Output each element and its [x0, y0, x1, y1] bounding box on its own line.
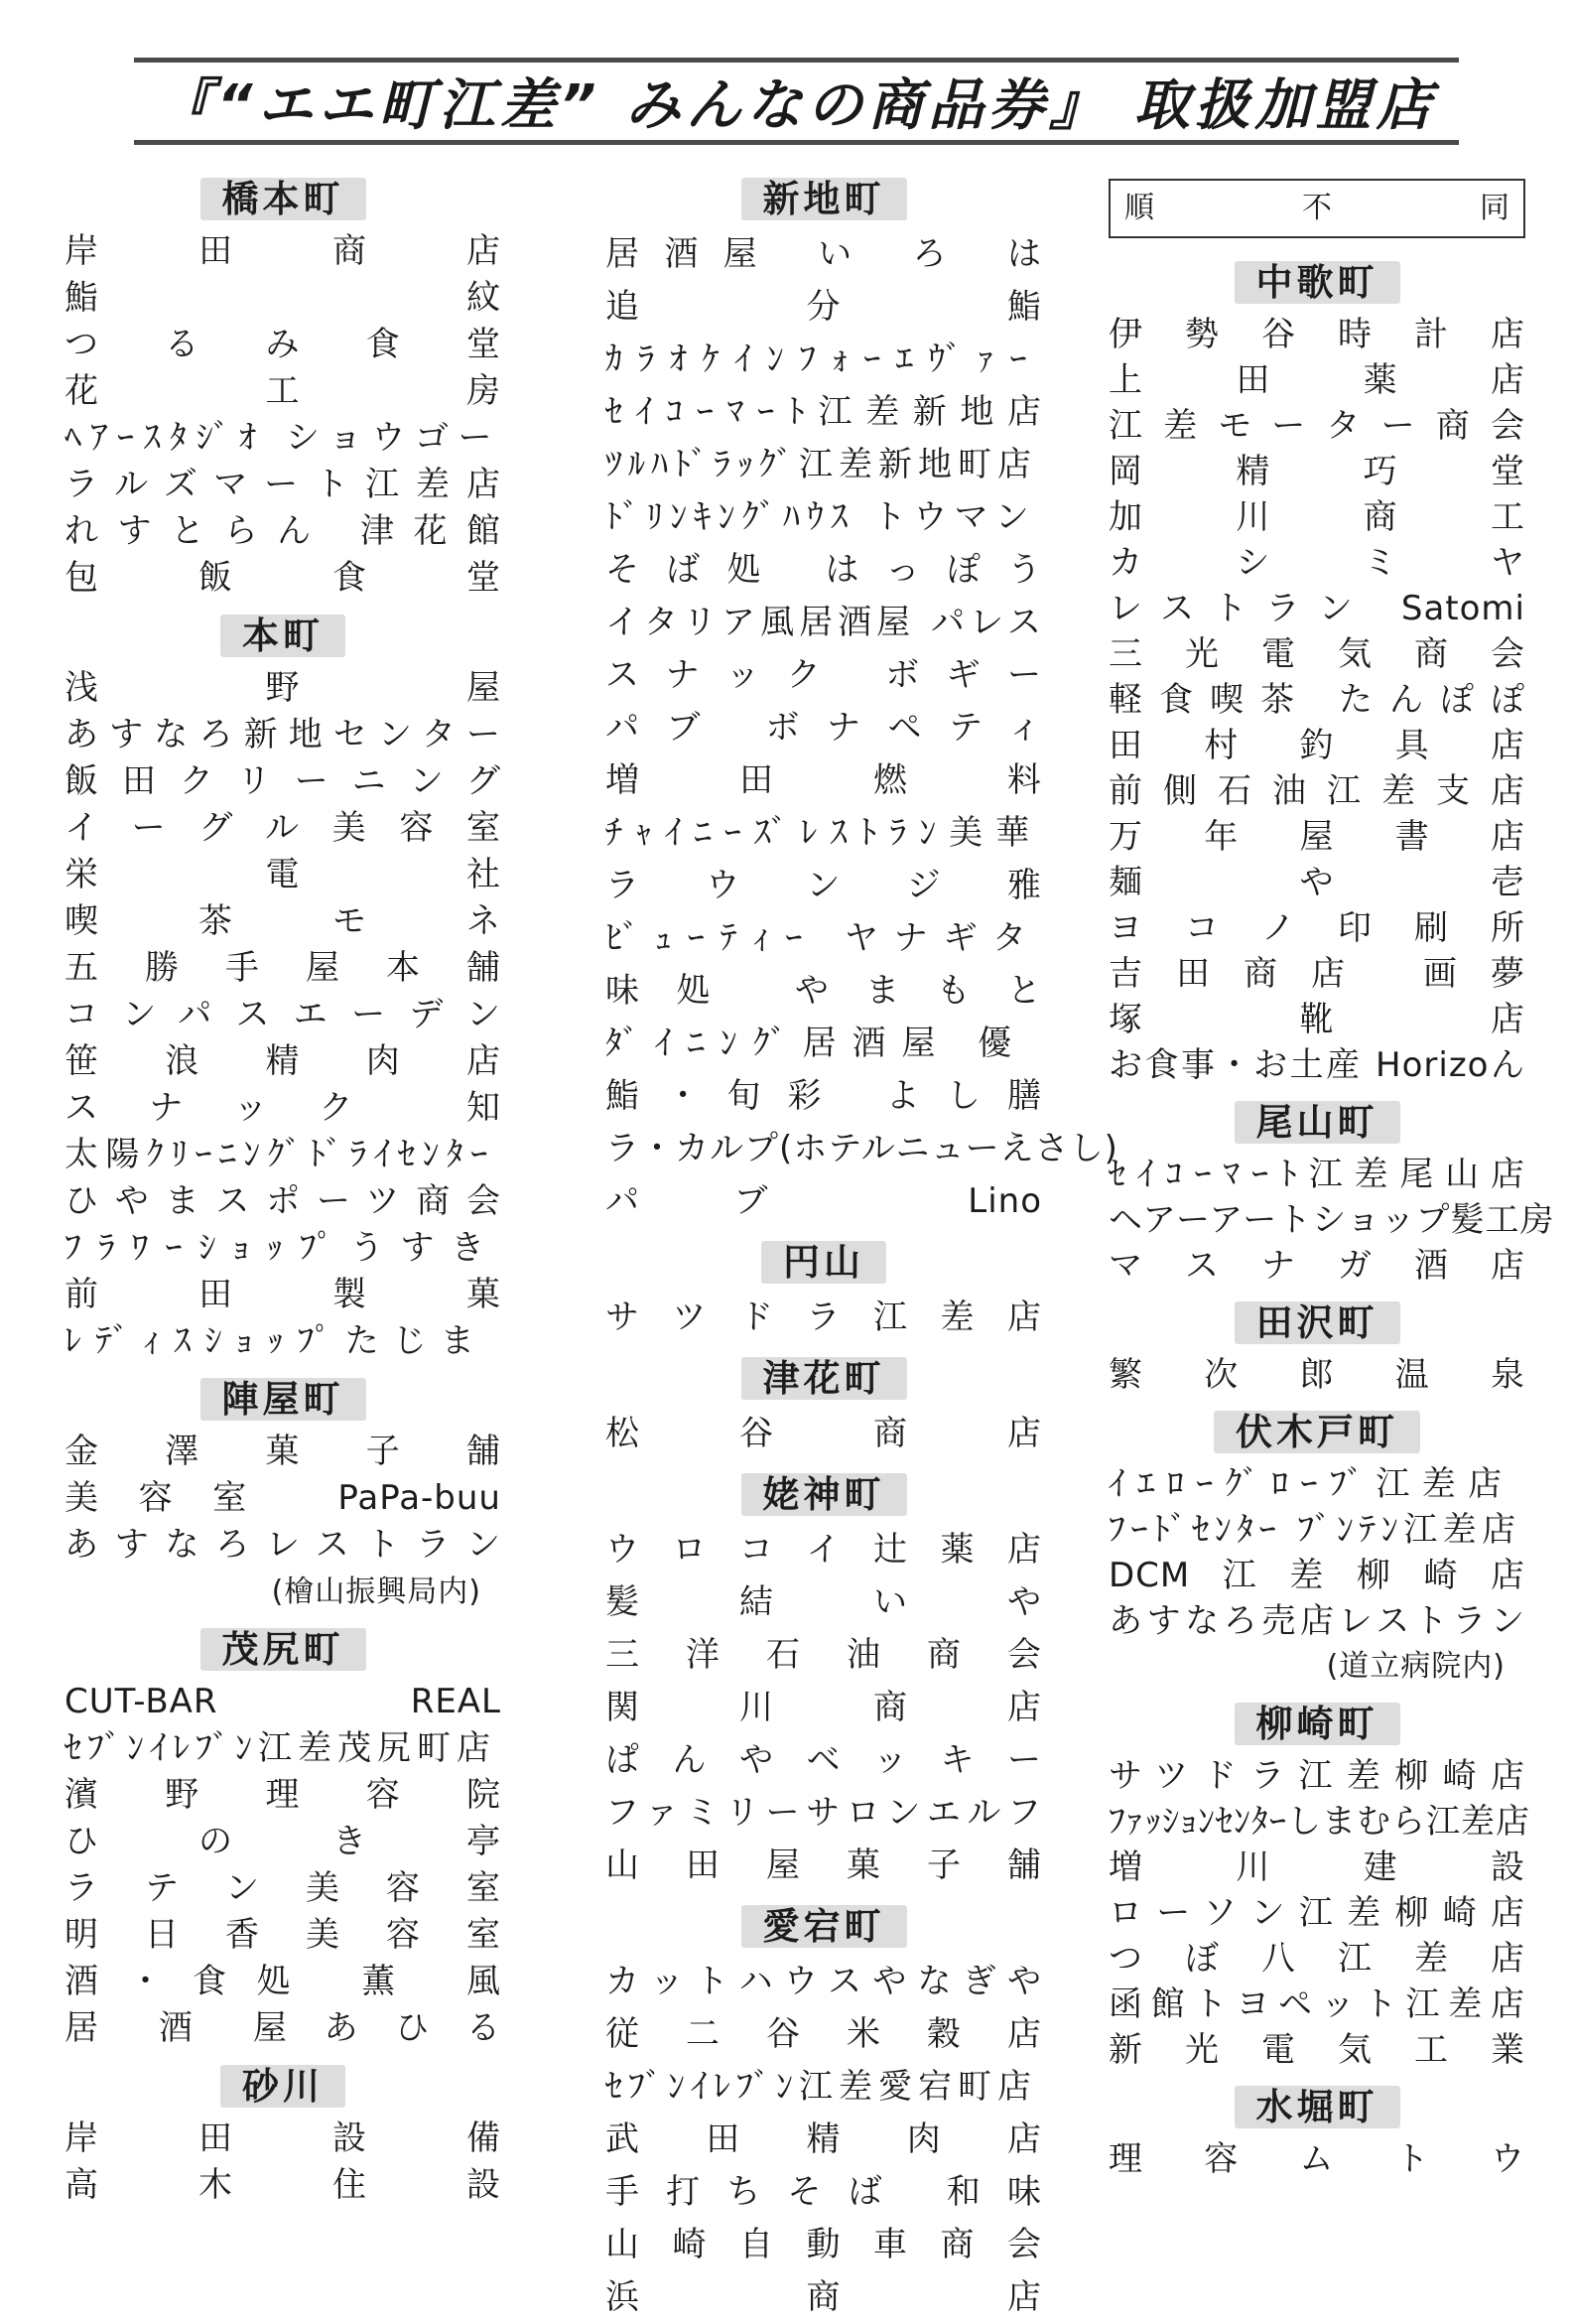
store-name: お食事・お土産 Horizoん — [1109, 1045, 1525, 1085]
district-name: 円山 — [761, 1241, 886, 1284]
store-name: 増 田 燃 料 — [605, 760, 1042, 800]
store-name: つ る み 食 堂 — [65, 325, 501, 364]
store-name: ｾﾌﾞﾝｲﾚﾌﾞﾝ江差茂尻町店 — [65, 1728, 496, 1768]
store-name: ヘアーアートショップ髪工房 — [1109, 1200, 1555, 1240]
store-name: CUT-BAR REAL — [65, 1682, 501, 1721]
store-name: 笹 浪 精 肉 店 — [65, 1041, 501, 1081]
store-name: 明 日 香 美 容 室 — [65, 1915, 501, 1955]
district-name: 橋本町 — [200, 178, 366, 220]
column-left — [65, 169, 501, 2209]
store-name: 五勝手屋本舗 — [65, 948, 501, 988]
store-name: 浅 野 屋 — [65, 668, 501, 708]
store-name: 吉田商店 画夢 — [1109, 954, 1525, 994]
store-name: 酒・食処 薫 風 — [65, 1962, 501, 2001]
store-name: 鮨・旬彩 よし膳 — [605, 1076, 1042, 1116]
district-heading — [1109, 2083, 1525, 2132]
store-name: 追 分 鮨 — [605, 287, 1042, 327]
store-name: ウ ロ コ イ 辻 薬 店 — [605, 1530, 1042, 1570]
store-name: 松 谷 商 店 — [605, 1414, 1042, 1453]
district-heading — [605, 1354, 1042, 1404]
store-name: コンパスエーデン — [65, 995, 501, 1034]
store-name: 江差モーター商会 — [1109, 406, 1525, 446]
store-name: ラ ウ ン ジ 雅 — [605, 866, 1042, 905]
district-heading — [65, 612, 501, 661]
store-name: 武 田 精 肉 店 — [605, 2119, 1042, 2159]
district-heading — [65, 1625, 501, 1675]
store-name: ﾍｱｰｽﾀｼﾞｵ ショウゴー — [65, 418, 501, 458]
store-name: 飯田クリーニング — [65, 761, 501, 801]
store-name: 岸 田 設 備 — [65, 2119, 501, 2158]
store-name: レストラン Satomi — [1109, 589, 1525, 628]
store-name: ヨ コ ノ 印 刷 所 — [1109, 908, 1525, 948]
store-name: 加 川 商 工 — [1109, 497, 1525, 537]
store-name: 山 田 屋 菓 子 舗 — [605, 1846, 1042, 1885]
store-name: ﾌﾗﾜｰｼｮｯﾌﾟうすき — [65, 1228, 501, 1268]
district-heading — [65, 2062, 501, 2112]
store-name: ﾀﾞｲﾆﾝｸﾞ居酒屋 優 — [605, 1024, 1028, 1063]
store-name: 関 川 商 店 — [605, 1688, 1042, 1727]
store-name: 前側石油江差支店 — [1109, 771, 1525, 811]
store-name: 金 澤 菓 子 舗 — [65, 1432, 501, 1471]
store-name: れすとらん 津花館 — [65, 511, 501, 551]
district-name: 茂尻町 — [200, 1628, 366, 1671]
store-name: 太陽ｸﾘｰﾆﾝｸﾞﾄﾞﾗｲｾﾝﾀｰ — [65, 1135, 495, 1174]
store-name: 美容室 PaPa-buu — [65, 1478, 501, 1518]
store-name: ｾｲｺｰﾏｰﾄ江差新地店 — [605, 392, 1042, 432]
district-name: 陣屋町 — [200, 1378, 366, 1421]
store-name: 田 村 釣 具 店 — [1109, 726, 1525, 765]
store-name: ｾｲｺｰﾏｰﾄ江差尾山店 — [1109, 1155, 1525, 1194]
store-name: イーグル美容室 — [65, 808, 501, 848]
district-heading — [605, 1470, 1042, 1520]
store-name: 花 工 房 — [65, 371, 501, 411]
store-name: 函館トヨペット江差店 — [1109, 1984, 1525, 2024]
store-name: 上 田 薬 店 — [1109, 360, 1525, 400]
store-name: 栄 電 社 — [65, 855, 501, 894]
column-middle — [605, 169, 1118, 2324]
store-name: スナック ボギー — [605, 655, 1042, 695]
store-name: ｶﾗｵｹｲﾝﾌｫｰｴｳﾞｧｰ — [605, 340, 1042, 379]
district-name: 柳崎町 — [1235, 1703, 1400, 1745]
page-title: 『“エエ町江差” みんなの商品券』 取扱加盟店 — [156, 73, 1437, 138]
store-name: 濱 野 理 容 院 — [65, 1775, 501, 1815]
store-name: マ ス ナ ガ 酒 店 — [1109, 1246, 1525, 1286]
district-name: 尾山町 — [1235, 1101, 1400, 1144]
store-name: パブ ボナペティ — [605, 708, 1042, 748]
store-name: ﾋﾞｭｰﾃｨｰ ヤナギタ — [605, 918, 1042, 958]
store-name: 繁 次 郎 温 泉 — [1109, 1355, 1525, 1395]
district-name: 田沢町 — [1235, 1301, 1400, 1344]
district-name: 津花町 — [741, 1357, 907, 1400]
district-name: 新地町 — [741, 178, 907, 220]
store-name: DCM江差柳崎店 — [1109, 1556, 1525, 1595]
store-name: 居酒屋 い ろ は — [605, 234, 1042, 274]
store-name: サ ツ ド ラ 江 差 店 — [605, 1298, 1042, 1337]
store-name: 麺 や 壱 — [1109, 863, 1525, 902]
store-name: ラルズマート江差店 — [65, 465, 501, 504]
store-name: つ ぼ 八 江 差 店 — [1109, 1939, 1525, 1979]
store-name: あすなろレストラン — [65, 1525, 501, 1565]
store-name: ﾚﾃﾞｨｽｼｮｯﾌﾟたじま — [65, 1321, 488, 1361]
store-name: そば処 はっぽう — [605, 550, 1042, 590]
district-heading — [1109, 1408, 1525, 1457]
store-name: 軽食喫茶 たんぽぽ — [1109, 680, 1525, 720]
district-heading — [1109, 258, 1525, 308]
store-name: ﾁｬｲﾆｰｽﾞﾚｽﾄﾗﾝ美華 — [605, 813, 1042, 853]
store-name: 手打ちそば 和味 — [605, 2172, 1042, 2212]
store-name: 三 光 電 気 商 会 — [1109, 634, 1525, 674]
district-heading — [605, 175, 1042, 224]
store-name: ﾂﾙﾊﾄﾞﾗｯｸﾞ江差新地町店 — [605, 445, 1037, 484]
store-name: 万 年 屋 書 店 — [1109, 817, 1525, 857]
store-name: 包 飯 食 堂 — [65, 558, 501, 598]
district-name: 姥神町 — [741, 1473, 907, 1516]
district-heading — [605, 1238, 1042, 1288]
district-name: 水堀町 — [1235, 2086, 1400, 2128]
store-name: ﾄﾞﾘﾝｷﾝｸﾞﾊｳｽ トウマン — [605, 497, 1036, 537]
district-name: 本町 — [220, 615, 345, 657]
district-heading — [1109, 1700, 1525, 1749]
store-name: 前 田 製 菓 — [65, 1275, 501, 1314]
store-name: 居 酒 屋 あ ひ る — [65, 2008, 501, 2048]
store-location-note: (道立病院内) — [1326, 1649, 1506, 1684]
store-name: 髪 結 い や — [605, 1582, 1042, 1622]
store-name: 新 光 電 気 工 業 — [1109, 2030, 1525, 2070]
column-right — [1109, 169, 1555, 2182]
store-name: ひ の き 亭 — [65, 1822, 501, 1861]
store-name: 理 容 ム ト ウ — [1109, 2139, 1525, 2179]
store-name: スナック 知 — [65, 1088, 501, 1128]
store-name: ひやまスポーツ商会 — [65, 1181, 501, 1221]
store-name: 鮨 紋 — [65, 278, 501, 318]
store-name: パブ Lino — [605, 1181, 1042, 1221]
order-note: 順 不 同 — [1109, 179, 1525, 238]
district-heading — [65, 175, 501, 224]
store-name: 高 木 住 設 — [65, 2165, 501, 2205]
store-name: 岡 精 巧 堂 — [1109, 452, 1525, 491]
district-heading — [1109, 1098, 1525, 1148]
store-name: イタリア風居酒屋 パレス — [605, 603, 1042, 642]
store-name: サツドラ江差柳崎店 — [1109, 1756, 1525, 1796]
store-name: カットハウスやなぎや — [605, 1962, 1042, 2001]
district-name: 砂川 — [220, 2065, 345, 2108]
store-name: 塚 靴 店 — [1109, 1000, 1525, 1039]
district-name: 中歌町 — [1235, 261, 1400, 304]
store-name: 従 二 谷 米 穀 店 — [605, 2014, 1042, 2054]
district-heading — [1109, 1299, 1525, 1348]
store-name: ラ テ ン 美 容 室 — [65, 1868, 501, 1908]
store-name: ぱ ん や ベ ッ キ ー — [605, 1740, 1042, 1780]
store-name: 山 崎 自 動 車 商 会 — [605, 2225, 1042, 2264]
store-name: 喫 茶 モ ネ — [65, 901, 501, 941]
store-name: 味処 やまもと — [605, 971, 1042, 1011]
store-name: ローソン江差柳崎店 — [1109, 1893, 1525, 1933]
store-name: 伊 勢 谷 時 計 店 — [1109, 315, 1525, 354]
store-name: ファミリーサロンエルフ — [605, 1793, 1042, 1833]
store-name: ﾌｧｯｼｮﾝｾﾝﾀｰしまむら江差店 — [1109, 1802, 1530, 1842]
store-name: あすなろ売店レストラン — [1109, 1601, 1525, 1641]
district-heading — [65, 1375, 501, 1425]
store-name: ﾌｰﾄﾞｾﾝﾀｰ ﾌﾞﾝﾃﾝ江差店 — [1109, 1510, 1521, 1550]
store-name: 三 洋 石 油 商 会 — [605, 1635, 1042, 1675]
store-name: あすなろ新地センター — [65, 715, 501, 754]
store-name: ｾﾌﾞﾝｲﾚﾌﾞﾝ江差愛宕町店 — [605, 2067, 1037, 2107]
district-heading — [605, 1902, 1042, 1952]
store-name: 岸 田 商 店 — [65, 231, 501, 271]
store-name: ラ・カルプ(ホテルニューえさし) — [605, 1129, 1118, 1168]
store-name: ｲｴﾛｰｸﾞﾛｰﾌﾞ江差店 — [1109, 1464, 1514, 1504]
district-name: 伏木戸町 — [1214, 1411, 1420, 1453]
district-name: 愛宕町 — [741, 1905, 907, 1948]
store-name: 浜 商 店 — [605, 2277, 1042, 2317]
store-name: カ シ ミ ヤ — [1109, 543, 1525, 583]
store-name: 増 川 建 設 — [1109, 1847, 1525, 1887]
title-banner — [134, 58, 1459, 145]
store-location-note: (檜山振興局内) — [271, 1574, 481, 1609]
